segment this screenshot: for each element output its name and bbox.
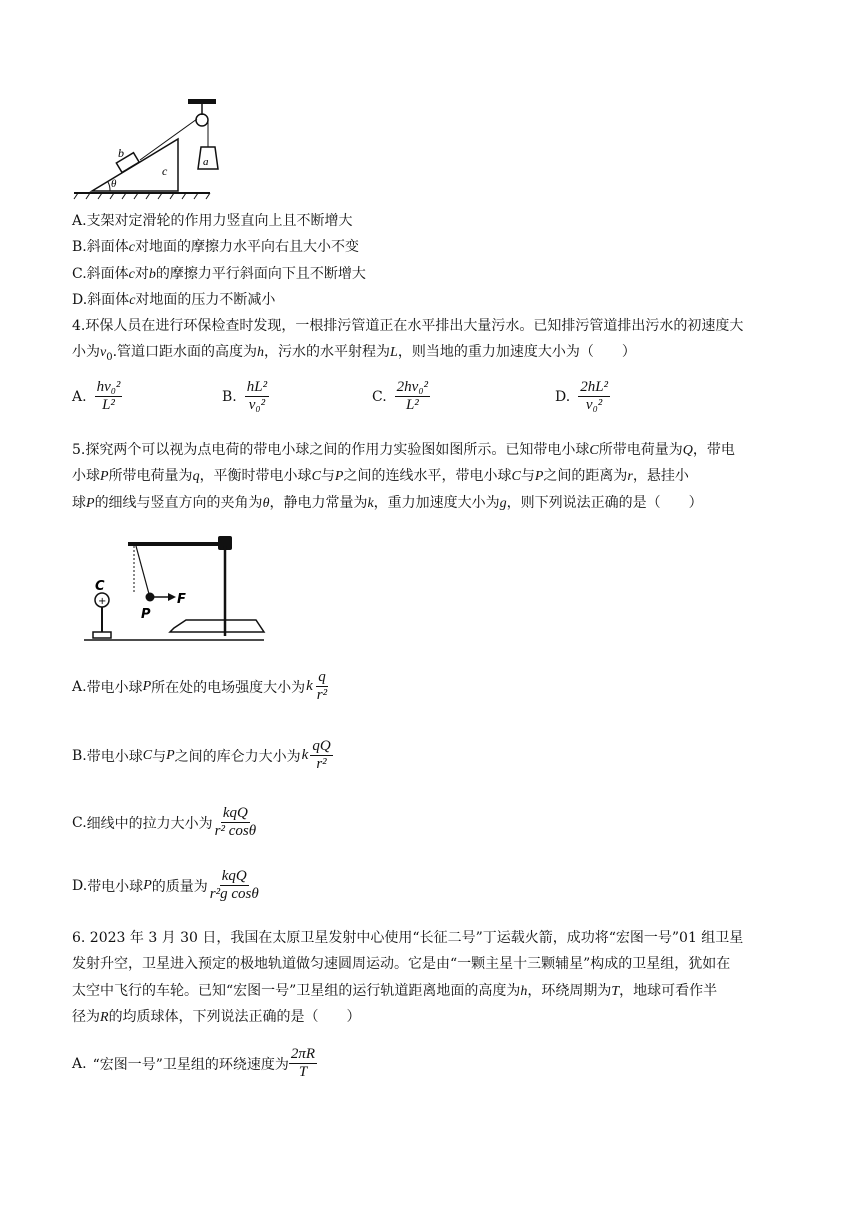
q4-stem-line1: 4.环保人员在进行环保检查时发现，一根排污管道正在水平排出大量污水。已知排污管道排出污水的初速度大 [72,318,744,334]
label-C: C [95,579,105,594]
q5-option-d: D. 带电小球 P 的质量为 $\frac{\text{kqQ}}{\text{r²g cosθ}}$ [72,868,259,902]
q4-option-d: D. $\frac{\text{2hL²}}{\text{v₀²}}$ [555,379,609,413]
q4-option-c: C. $\frac{\text{2hv₀²}}{\text{L²}}$ [372,379,429,413]
label-b: b [118,146,124,160]
q5-stem-line2: 小球P所带电荷量为q，平衡时带电小球C与P之间的连线水平，带电小球C与P之间的距离为r，悬挂小 [72,468,689,484]
q5-option-a: A. 带电小球 P 所在处的电场强度大小为 k $\frac{q}{\text{r²}}$ [72,669,328,703]
coulomb-apparatus-figure [78,528,268,646]
q5-option-b: B. 带电小球 C 与 P 之间的库仑力大小为 k $\frac{qQ}{\text{r²}}$ [72,738,331,772]
label-theta: θ [111,178,117,190]
q4-stem-line2: 小为$v_0$.管道口距水面的高度为h，污水的水平射程为L，则当地的重力加速度大小为（ ） [72,344,636,363]
q6-stem-line4: 径为R的均质球体，下列说法正确的是（ ） [72,1009,361,1025]
incline-pulley-figure [70,95,220,200]
q3-option-a: A.支架对定滑轮的作用力竖直向上且不断增大 [72,213,353,229]
q6-stem-line1: 6. 2023 年 3 月 30 日，我国在太原卫星发射中心使用“长征二号”丁运载火箭，成功将“宏图一号”01 组卫星 [72,930,744,946]
label-P: P [141,607,151,622]
label-c: c [162,164,168,178]
label-F: F [177,592,186,607]
q5-stem-line3: 球P的细线与竖直方向的夹角为θ，静电力常量为k，重力加速度大小为g，则下列说法正确的是（ ） [72,495,703,511]
q3-option-d: D.斜面体c对地面的压力不断减小 [72,292,276,308]
q3-option-b: B.斜面体c对地面的摩擦力水平向右且大小不变 [72,239,359,255]
q5-stem-line1: 5.探究两个可以视为点电荷的带电小球之间的作用力实验图如图所示。已知带电小球C所带电荷量为Q，带电 [72,442,735,458]
q5-option-c: C. 细线中的拉力大小为 $\frac{\text{kqQ}}{\text{r² cosθ}}$ [72,805,257,839]
q4-option-a: A. $\frac{\text{hv₀²}}{\text{L²}}$ [72,379,121,413]
label-a: a [203,156,209,168]
q4-option-b: B. $\frac{\text{hL²}}{\text{v₀²}}$ [222,379,268,413]
q3-option-c: C.斜面体c对b的摩擦力平行斜面向下且不断增大 [72,266,366,282]
q6-stem-line3: 太空中飞行的车轮。已知“宏图一号”卫星组的运行轨道距离地面的高度为h，环绕周期为T，地球可看作半 [72,983,718,999]
plus-sign: + [98,596,107,607]
q6-option-a: A. “宏图一号”卫星组的环绕速度为 $\frac{2\pi R}{T}$ [72,1046,316,1080]
q6-stem-line2: 发射升空，卫星进入预定的极地轨道做匀速圆周运动。它是由“一颗主星十三颗辅星”构成的卫星组，犹如在 [72,956,731,972]
